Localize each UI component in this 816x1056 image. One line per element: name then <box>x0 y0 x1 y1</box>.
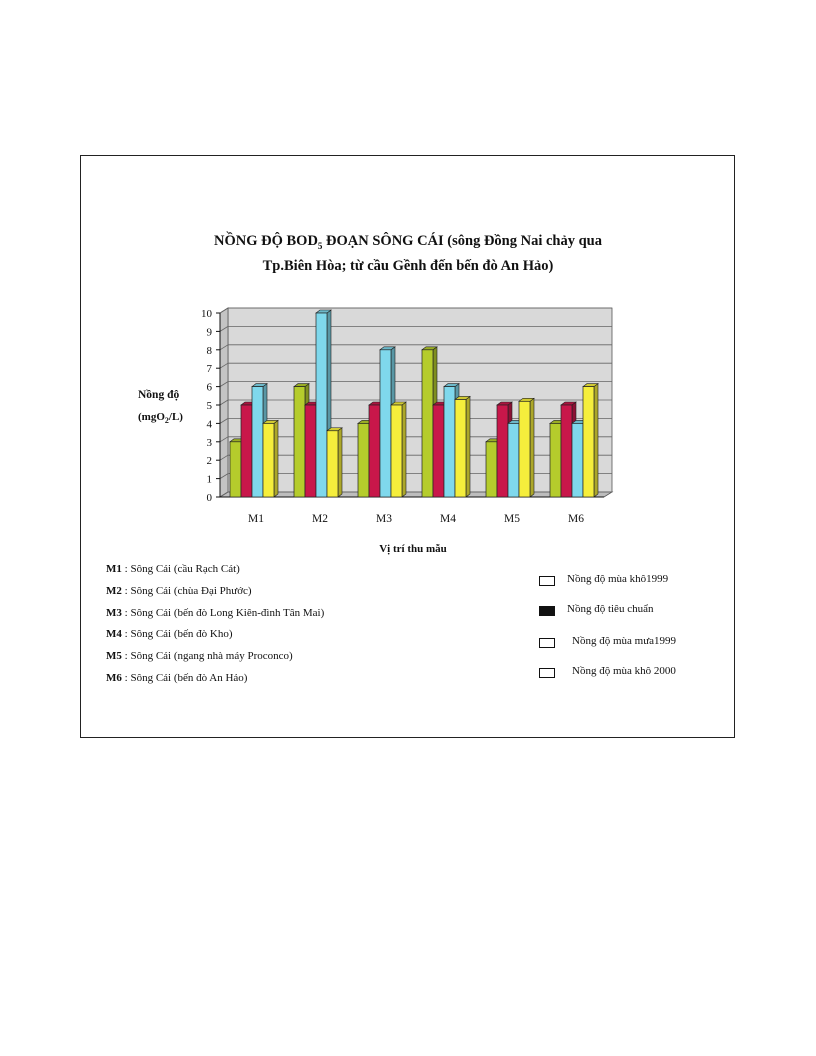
y-tick-label: 0 <box>206 492 212 504</box>
bar <box>263 423 274 497</box>
bar <box>497 405 508 497</box>
location-item <box>106 563 240 575</box>
title-subscript: 5 <box>317 240 323 251</box>
x-tick-label: M6 <box>568 513 584 525</box>
y-unit-b: /L) <box>168 411 183 423</box>
y-tick-label: 4 <box>206 418 212 431</box>
location-item <box>106 650 293 662</box>
bar <box>561 405 572 497</box>
location-text: : Sông Cái (ngang nhà máy Proconco) <box>121 650 293 663</box>
bar <box>519 401 530 497</box>
bar <box>486 442 497 497</box>
y-axis-label: Nồng độ <box>138 389 180 401</box>
bar <box>230 442 241 497</box>
location-item <box>106 585 252 597</box>
bar <box>422 350 433 497</box>
location-text: : Sông Cái (chùa Đại Phước) <box>121 584 252 597</box>
y-tick-label: 9 <box>206 326 212 339</box>
legend-swatch <box>539 606 555 616</box>
bar-side <box>274 420 278 497</box>
bar <box>327 431 338 497</box>
x-axis-label: Vị trí thu mẫu <box>379 543 447 555</box>
y-tick-label: 3 <box>206 436 212 449</box>
y-unit-a: (mgO <box>138 411 165 423</box>
bar <box>508 423 519 497</box>
bar-side <box>530 398 534 497</box>
y-tick-label: 2 <box>206 455 212 468</box>
location-code: M3 <box>106 606 122 619</box>
title-text-a: NỒNG ĐỘ BOD <box>214 233 318 249</box>
location-code: M6 <box>106 672 122 684</box>
bar-side <box>466 396 470 497</box>
y-tick-label: 7 <box>206 363 212 376</box>
y-tick-label: 10 <box>201 308 212 320</box>
legend-label: Nồng độ mùa mưa1999 <box>572 635 677 647</box>
location-text: : Sông Cái (cầu Rạch Cát) <box>121 563 240 575</box>
location-code: M1 <box>106 563 122 575</box>
y-tick-label: 5 <box>206 400 212 412</box>
legend-label: Nồng độ mùa khô1999 <box>567 573 669 585</box>
y-tick-label: 1 <box>206 473 212 486</box>
y-unit-subscript: 2 <box>164 416 169 426</box>
location-code: M2 <box>106 584 122 597</box>
bar <box>369 405 380 497</box>
bar <box>380 350 391 497</box>
location-text: : Sông Cái (bến đò Long Kiên-đình Tân Mai) <box>121 606 325 619</box>
legend-swatch <box>539 576 555 586</box>
bar <box>241 405 252 497</box>
bar <box>572 423 583 497</box>
y-tick-label: 6 <box>206 381 212 394</box>
legend-label: Nồng độ tiêu chuẩn <box>567 603 654 615</box>
bar <box>316 313 327 497</box>
bar <box>550 423 561 497</box>
title-text-b: ĐOẠN SÔNG CÁI (sông Đồng Nai chảy qua <box>322 233 602 249</box>
x-tick-label: M5 <box>504 513 520 525</box>
bar <box>455 399 466 497</box>
legend-label: Nồng độ mùa khô 2000 <box>572 665 676 677</box>
bar-side <box>338 428 342 497</box>
bar <box>444 387 455 497</box>
location-code: M5 <box>106 650 122 663</box>
location-text: : Sông Cái (bến đò Kho) <box>121 628 233 641</box>
location-text: : Sông Cái (bến đò An Hảo) <box>121 672 248 684</box>
bar <box>305 405 316 497</box>
bar <box>358 423 369 497</box>
location-item <box>106 672 247 684</box>
location-item <box>106 628 233 640</box>
bar <box>252 387 263 497</box>
x-tick-label: M1 <box>248 513 264 525</box>
bar-side <box>402 402 406 497</box>
bar <box>294 387 305 497</box>
bar-side <box>594 384 598 497</box>
location-item <box>106 607 324 619</box>
bar <box>583 387 594 497</box>
bar <box>433 405 444 497</box>
chart-title-line2: Tp.Biên Hòa; từ cầu Gềnh đến bến đò An Hảo) <box>262 258 554 274</box>
y-tick-label: 8 <box>206 344 212 357</box>
x-tick-label: M3 <box>376 513 392 525</box>
bar <box>391 405 402 497</box>
legend-swatch <box>539 668 555 678</box>
x-tick-label: M4 <box>440 513 456 525</box>
location-code: M4 <box>106 628 122 641</box>
legend-swatch <box>539 638 555 648</box>
x-tick-label: M2 <box>312 513 328 525</box>
